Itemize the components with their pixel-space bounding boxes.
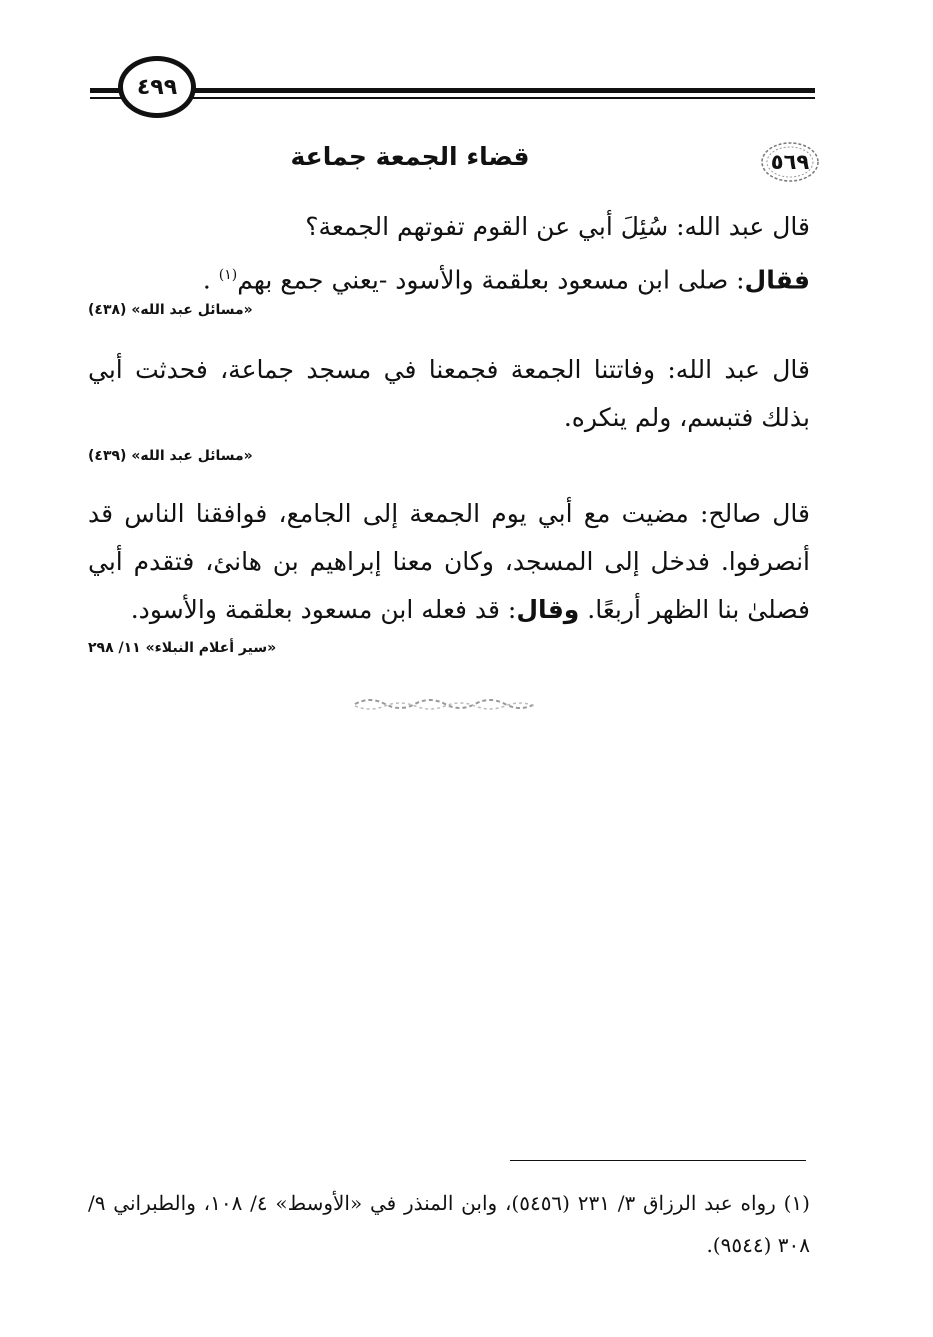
- paragraph-1-lead2: فقال: [744, 265, 810, 295]
- paragraph-1: [88, 203, 810, 304]
- page-number-badge: [118, 56, 196, 118]
- footnote-separator: [510, 1160, 806, 1161]
- paragraph-2-lead: قال عبد الله: [675, 355, 810, 384]
- paragraph-3-text2: : قد فعله ابن مسعود بعلقمة والأسود.: [130, 595, 517, 624]
- divider-ornament-icon: [350, 694, 540, 714]
- section-number: ٥٦٩: [770, 150, 810, 174]
- citation-2: «مسائل عبد الله» (٤٣٩): [88, 448, 253, 464]
- footnote-text: رواه عبد الرزاق ٣/ ٢٣١ (٥٤٥٦)، وابن المنذر في «الأوسط» ٤/ ١٠٨، والطبراني ٩/ ٣٠٨ (٩٥٤٤).: [88, 1191, 810, 1257]
- section-number-badge: [760, 140, 820, 184]
- paragraph-3: [88, 490, 810, 634]
- citation-3: «سير أعلام النبلاء» ١١/ ٢٩٨: [88, 640, 277, 656]
- paragraph-3-text: : مضيت مع أبي يوم الجمعة إلى الجامع، فوافقنا الناس قد أنصرفوا. فدخل إلى المسجد، وكان معنا إبراهيم بن هانئ، فتقدم أبي فصلىٰ بنا الظهر أربعًا.: [88, 499, 810, 624]
- paragraph-2-text: : وفاتتنا الجمعة فجمعنا في مسجد جماعة، فحدثت أبي بذلك فتبسم، ولم ينكره.: [88, 355, 810, 432]
- paragraph-3-lead2: وقال: [516, 595, 580, 624]
- paragraph-1-tail: .: [202, 265, 219, 295]
- paragraph-1-lead: قال عبد الله: [684, 212, 810, 241]
- header-rule: [190, 88, 815, 93]
- paragraph-1-text: : سُئِلَ أبي عن القوم تفوتهم الجمعة؟: [305, 212, 685, 241]
- section-title: قضاء الجمعة جماعة: [290, 142, 530, 171]
- footnote-marker: (١): [783, 1191, 810, 1215]
- paragraph-3-lead: قال صالح: [708, 499, 810, 528]
- footnote-reference: (١): [218, 267, 238, 283]
- footnote: [88, 1182, 810, 1266]
- paragraph-2: [88, 346, 810, 442]
- citation-1: «مسائل عبد الله» (٤٣٨): [88, 302, 253, 318]
- page-number: ٤٩٩: [136, 74, 178, 100]
- header-rule-thin: [190, 97, 815, 99]
- paragraph-1-text2: : صلى ابن مسعود بعلقمة والأسود -يعني جمع بهم: [237, 265, 745, 295]
